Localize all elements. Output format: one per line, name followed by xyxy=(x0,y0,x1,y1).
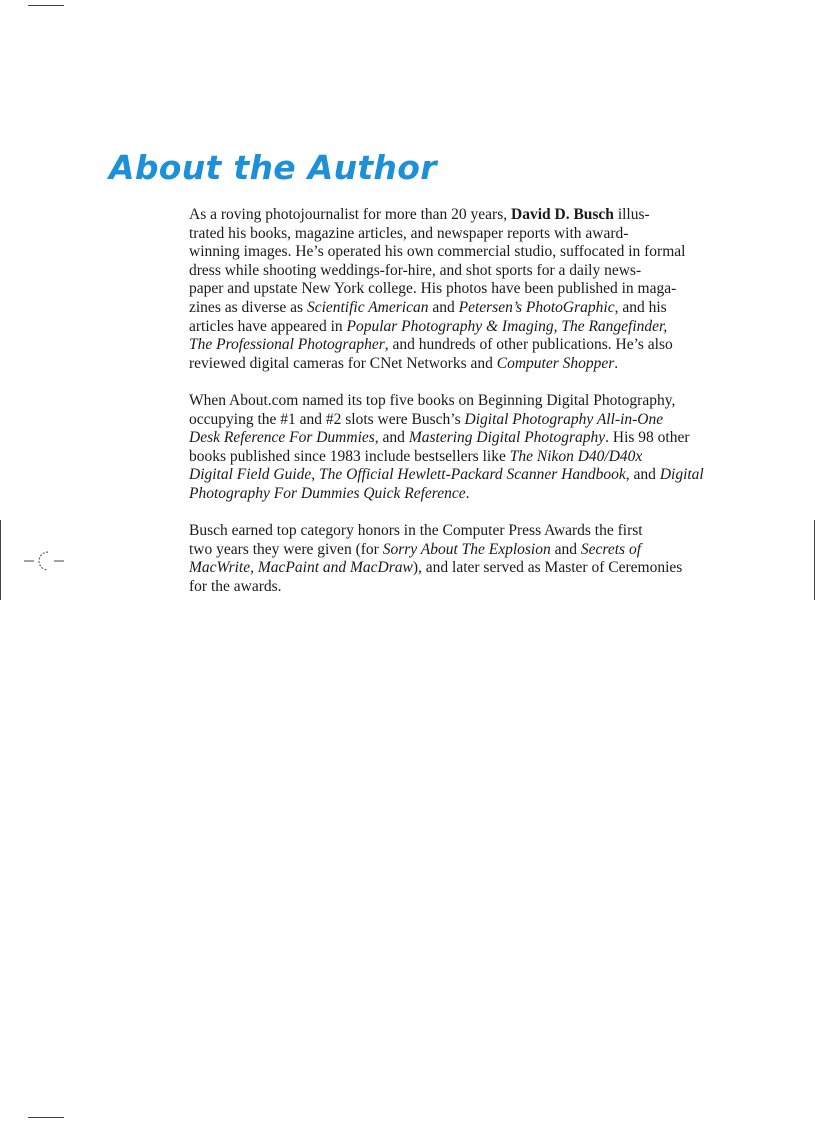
bio-paragraph xyxy=(189,392,709,504)
publication-title: The Official Hewlett-Packard Scanner Handbook xyxy=(319,466,626,484)
bio-paragraph xyxy=(189,206,709,373)
text-line: Photography For Dummies Quick Reference. xyxy=(189,484,470,502)
bio-paragraph xyxy=(189,522,709,596)
text-line: Desk Reference For Dummies, and Mastering Digital Photography. His 98 other xyxy=(189,429,690,447)
publication-title: Sorry About The Explosion xyxy=(382,540,551,558)
publication-title: Petersen’s PhotoGraphic xyxy=(458,298,615,316)
text-line: for the awards. xyxy=(189,577,282,595)
text-line: articles have appeared in Popular Photography & Imaging, The Rangefinder, xyxy=(189,317,668,335)
publication-title: The Nikon D40/D40x xyxy=(509,447,643,465)
crop-mark-right-edge xyxy=(814,520,815,600)
text-line: winning images. He’s operated his own commercial studio, suffocated in formal xyxy=(189,243,686,261)
text-line: zines as diverse as Scientific American and Petersen’s PhotoGraphic, and his xyxy=(189,298,667,316)
author-name: David D. Busch xyxy=(511,206,614,223)
registration-mark-icon xyxy=(24,548,66,574)
publication-title: Digital Photography All-in-One xyxy=(464,410,664,428)
publication-title: Digital xyxy=(659,466,704,484)
publication-title: Scientific American xyxy=(306,298,429,316)
publication-title: Desk Reference For Dummies xyxy=(189,429,375,447)
text-line: reviewed digital cameras for CNet Networks and Computer Shopper. xyxy=(189,354,619,372)
publication-title: Computer Shopper xyxy=(496,354,615,372)
crop-mark-left-edge xyxy=(0,520,1,600)
text-line: MacWrite, MacPaint and MacDraw), and later served as Master of Ceremonies xyxy=(189,559,683,577)
text-line: dress while shooting weddings-for-hire, and shot sports for a daily news- xyxy=(189,261,642,279)
publication-title: Mastering Digital Photography xyxy=(408,429,606,447)
publication-title: Digital Field Guide xyxy=(189,466,312,484)
publication-title: Photography For Dummies Quick Reference xyxy=(189,484,466,502)
text-line: trated his books, magazine articles, and newspaper reports with award- xyxy=(189,224,629,242)
text-line: Digital Field Guide, The Official Hewlett-Packard Scanner Handbook, and Digital xyxy=(189,466,704,484)
text-line: occupying the #1 and #2 slots were Busch’s Digital Photography All-in-One xyxy=(189,410,664,428)
text-line: two years they were given (for Sorry About The Explosion and Secrets of xyxy=(189,540,642,558)
text-line: Busch earned top category honors in the Computer Press Awards the first xyxy=(189,522,643,540)
text-line: paper and upstate New York college. His photos have been published in maga- xyxy=(189,280,677,298)
text-line: As a roving photojournalist for more than 20 years, David D. Busch illus- xyxy=(189,206,650,223)
publication-title: The Professional Photographer xyxy=(189,336,385,354)
author-bio xyxy=(189,206,709,615)
text-line: books published since 1983 include bestsellers like The Nikon D40/D40x xyxy=(189,447,643,465)
crop-mark-bottom-left xyxy=(28,1117,64,1118)
text-line: When About.com named its top five books on Beginning Digital Photography, xyxy=(189,391,676,409)
crop-mark-top-left xyxy=(28,5,64,6)
publication-title: MacWrite, MacPaint and MacDraw xyxy=(189,559,413,577)
publication-title: Popular Photography & Imaging, The Rangefinder, xyxy=(346,317,668,335)
page-heading: About the Author xyxy=(109,148,437,187)
publication-title: Secrets of xyxy=(580,540,642,558)
text-line: The Professional Photographer, and hundreds of other publications. He’s also xyxy=(189,336,673,354)
